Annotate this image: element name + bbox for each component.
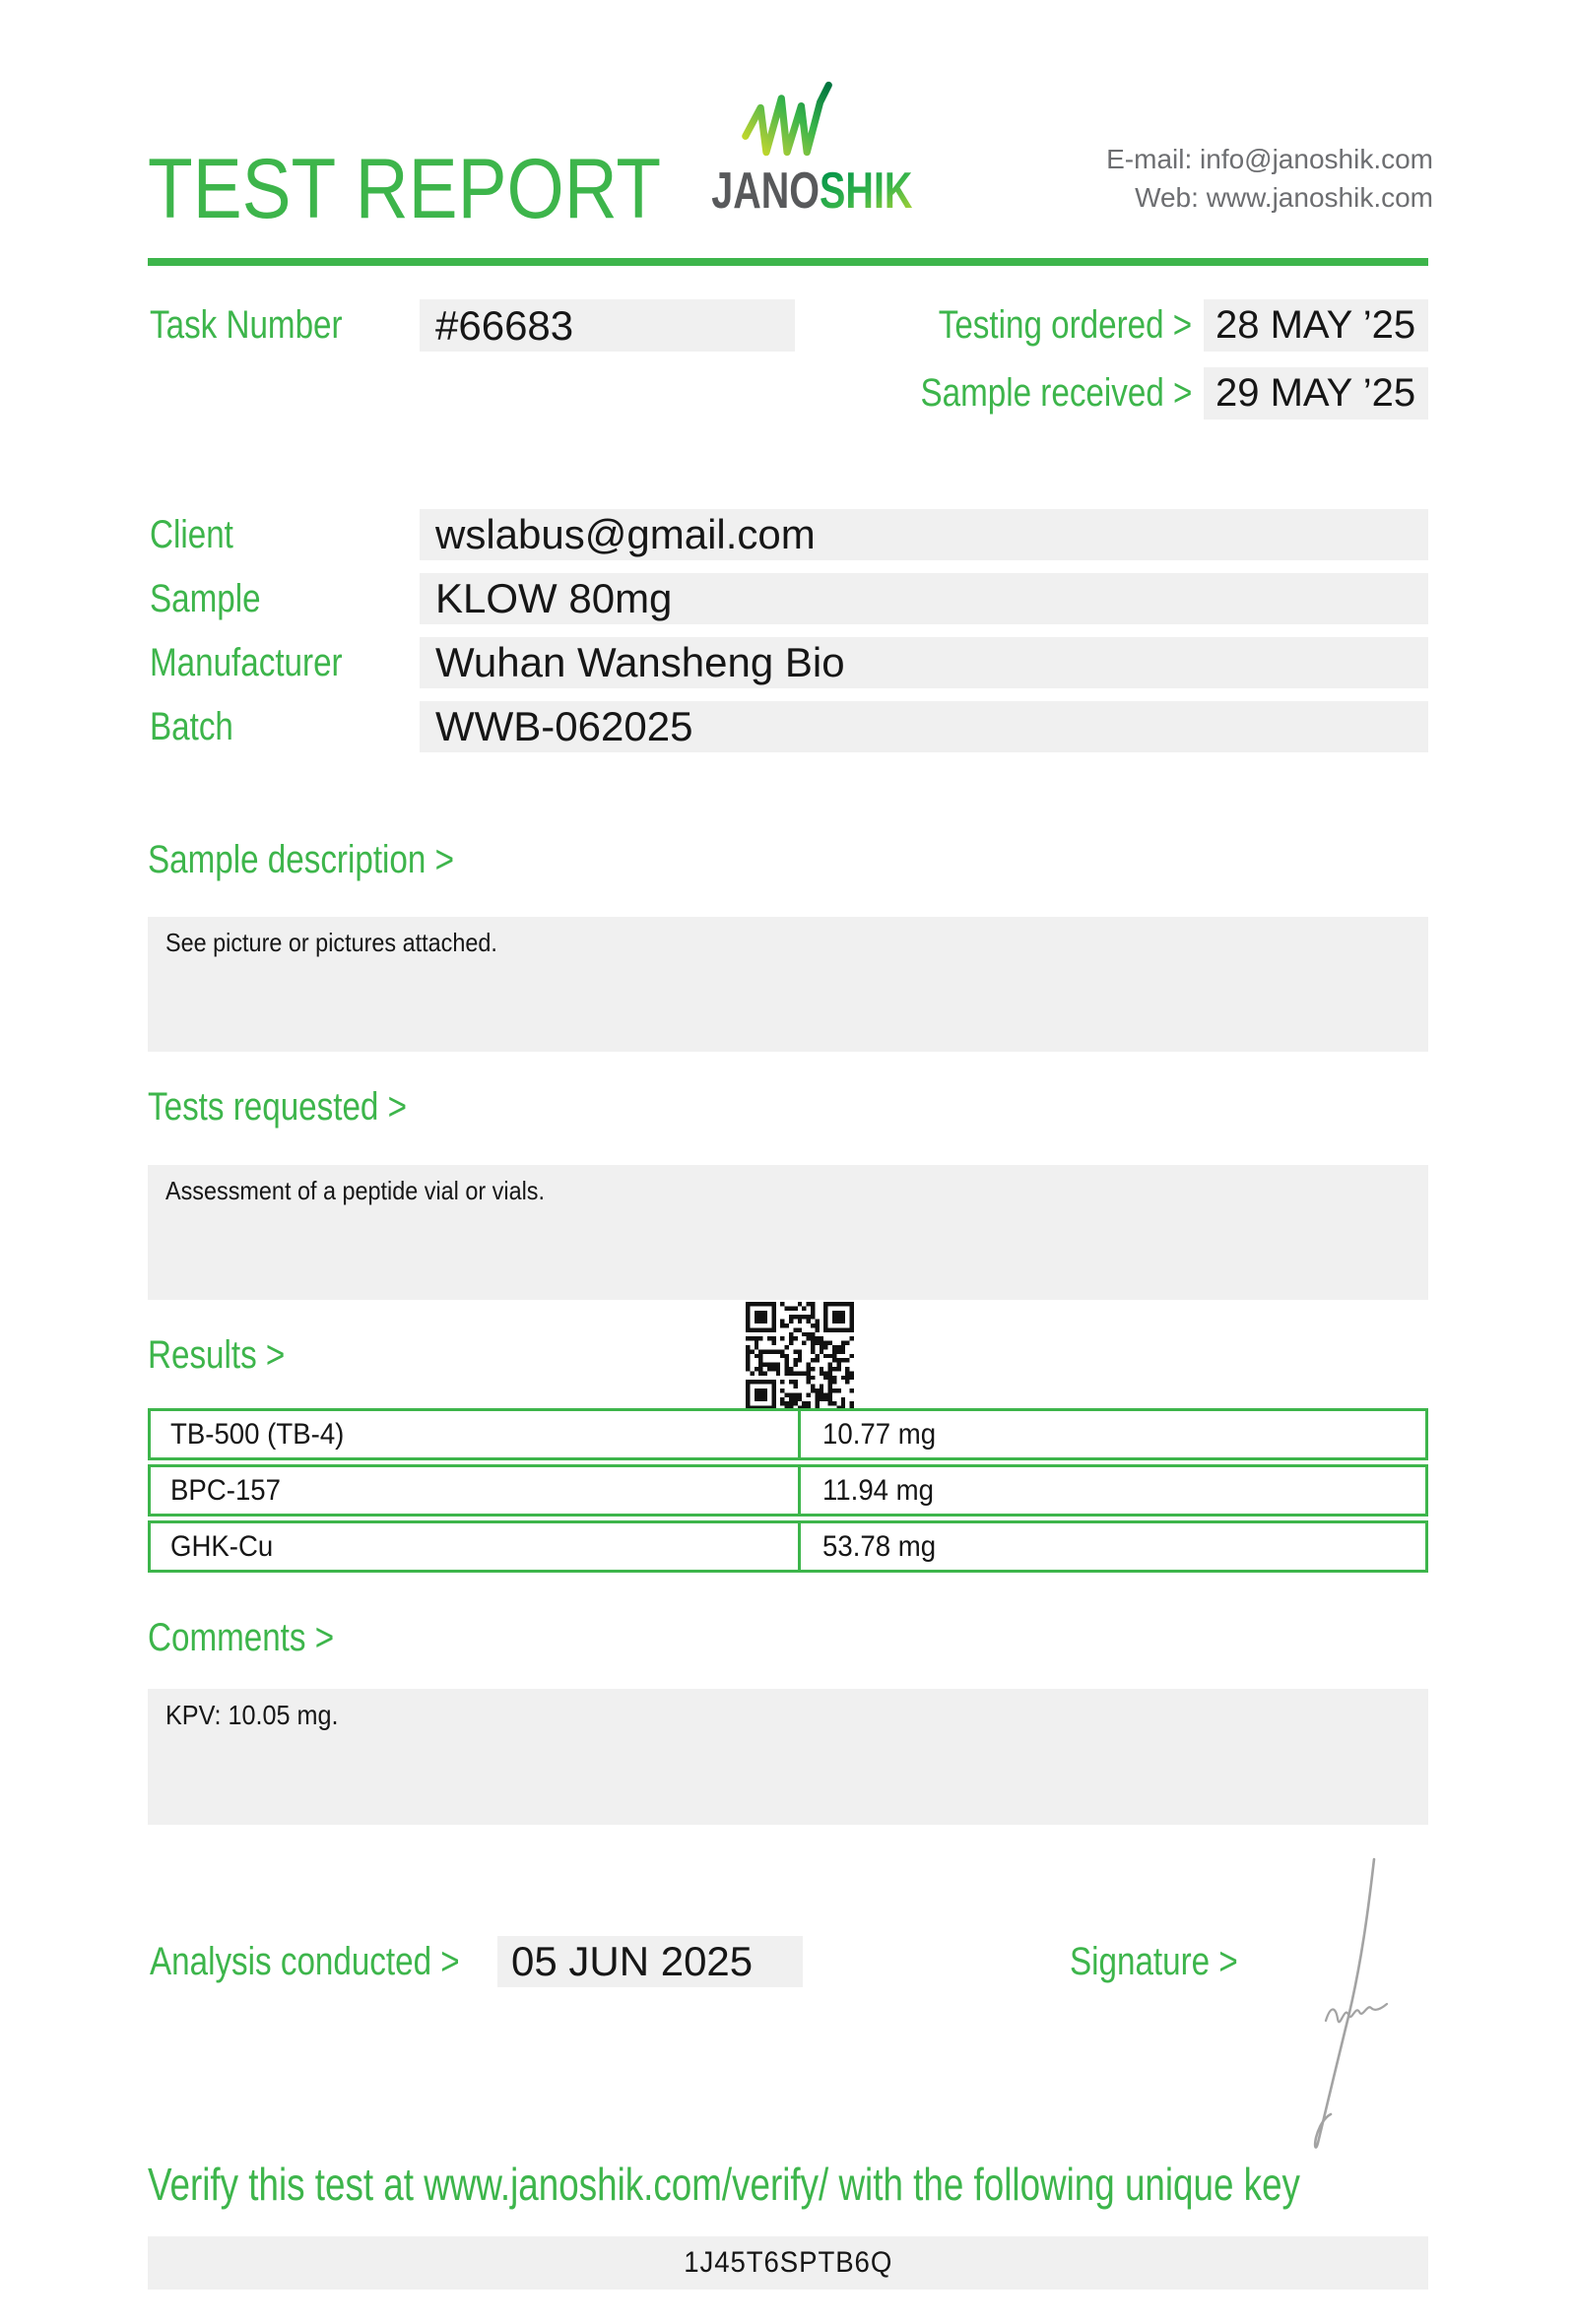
sample-label <box>150 573 284 624</box>
page-title-text: TEST REPORT <box>148 142 662 236</box>
manufacturer-label <box>150 637 382 688</box>
analysis-date-value: 05 JUN 2025 <box>511 1938 754 1984</box>
sample-description-heading <box>148 840 517 879</box>
amount-text: 10.77 mg <box>822 1417 937 1451</box>
testing-ordered-box <box>1204 299 1428 352</box>
comments-heading <box>148 1618 372 1657</box>
sample-label-text: Sample <box>150 576 261 620</box>
analysis-conducted-label <box>150 1936 523 1987</box>
client-label <box>150 509 250 560</box>
batch-label-text: Batch <box>150 704 233 748</box>
analyte-text: GHK-Cu <box>170 1529 274 1563</box>
logo-wordmark <box>680 162 913 220</box>
testing-ordered-label-text: Testing ordered > <box>938 303 1192 347</box>
sample-received-box <box>1204 367 1428 420</box>
batch-label <box>150 701 250 752</box>
task-number-value: #66683 <box>435 301 574 349</box>
results-heading-text: Results > <box>148 1333 286 1377</box>
task-number-label-text: Task Number <box>150 303 343 347</box>
amount-cell <box>801 1411 1425 1457</box>
sample-value: KLOW 80mg <box>435 575 673 621</box>
testing-ordered-value: 28 MAY ’25 <box>1215 303 1416 347</box>
tests-requested-box <box>148 1165 1428 1300</box>
table-row <box>148 1408 1428 1460</box>
page-title <box>148 142 738 236</box>
amount-text: 53.78 mg <box>822 1529 937 1563</box>
sample-received-label <box>788 367 1192 420</box>
verify-instruction <box>148 2159 1576 2210</box>
analyte-text: TB-500 (TB-4) <box>170 1417 345 1451</box>
header-divider <box>148 258 1428 266</box>
table-row <box>148 1464 1428 1517</box>
manufacturer-box <box>420 637 1428 688</box>
amount-cell <box>801 1467 1425 1514</box>
task-number-box <box>420 299 795 352</box>
tests-requested-heading <box>148 1087 460 1127</box>
sample-received-label-text: Sample received > <box>920 371 1192 415</box>
sample-description-box <box>148 917 1428 1052</box>
results-table <box>148 1408 1428 1577</box>
analyte-cell <box>151 1411 801 1457</box>
tests-requested-heading-text: Tests requested > <box>148 1085 407 1129</box>
signature-scribble <box>1279 1851 1409 2159</box>
client-value: wslabus@gmail.com <box>435 511 816 557</box>
task-number-label <box>150 299 382 352</box>
results-heading <box>148 1335 313 1375</box>
unique-key-value: 1J45T6SPTB6Q <box>683 2246 893 2279</box>
analyte-cell <box>151 1523 801 1570</box>
contact-email: E-mail: info@janoshik.com <box>1106 144 1433 174</box>
signature-label <box>1070 1936 1273 1987</box>
sample-description-heading-text: Sample description > <box>148 838 454 881</box>
contact-web: Web: www.janoshik.com <box>1135 182 1433 213</box>
contact-info <box>1106 140 1433 217</box>
sample-received-value: 29 MAY ’25 <box>1215 371 1416 415</box>
manufacturer-value: Wuhan Wansheng Bio <box>435 639 845 685</box>
analysis-conducted-label-text: Analysis conducted > <box>150 1939 460 1983</box>
amount-text: 11.94 mg <box>822 1473 935 1507</box>
qr-code <box>746 1302 854 1410</box>
sample-description-text: See picture or pictures attached. <box>165 928 497 957</box>
comments-box <box>148 1689 1428 1825</box>
amount-cell <box>801 1523 1425 1570</box>
comments-text: KPV: 10.05 mg. <box>165 1700 339 1730</box>
analyte-cell <box>151 1467 801 1514</box>
verify-instruction-text: Verify this test at www.janoshik.com/verify/ with the following unique key <box>148 2159 1300 2210</box>
batch-value: WWB-062025 <box>435 703 693 749</box>
client-box <box>420 509 1428 560</box>
manufacturer-label-text: Manufacturer <box>150 640 343 684</box>
testing-ordered-label <box>788 299 1192 352</box>
batch-box <box>420 701 1428 752</box>
table-row <box>148 1520 1428 1573</box>
tests-requested-text: Assessment of a peptide vial or vials. <box>165 1176 545 1205</box>
logo-shik: SHIK <box>820 162 913 220</box>
comments-heading-text: Comments > <box>148 1616 335 1659</box>
analysis-date-box <box>497 1936 803 1987</box>
analyte-text: BPC-157 <box>170 1473 281 1507</box>
unique-key-box <box>148 2236 1428 2290</box>
signature-label-text: Signature > <box>1070 1939 1238 1983</box>
client-label-text: Client <box>150 512 233 556</box>
logo-chart-icon <box>741 79 835 160</box>
sample-box <box>420 573 1428 624</box>
logo-wordmark-inner <box>711 162 913 220</box>
logo-jano: JANO <box>711 162 821 220</box>
